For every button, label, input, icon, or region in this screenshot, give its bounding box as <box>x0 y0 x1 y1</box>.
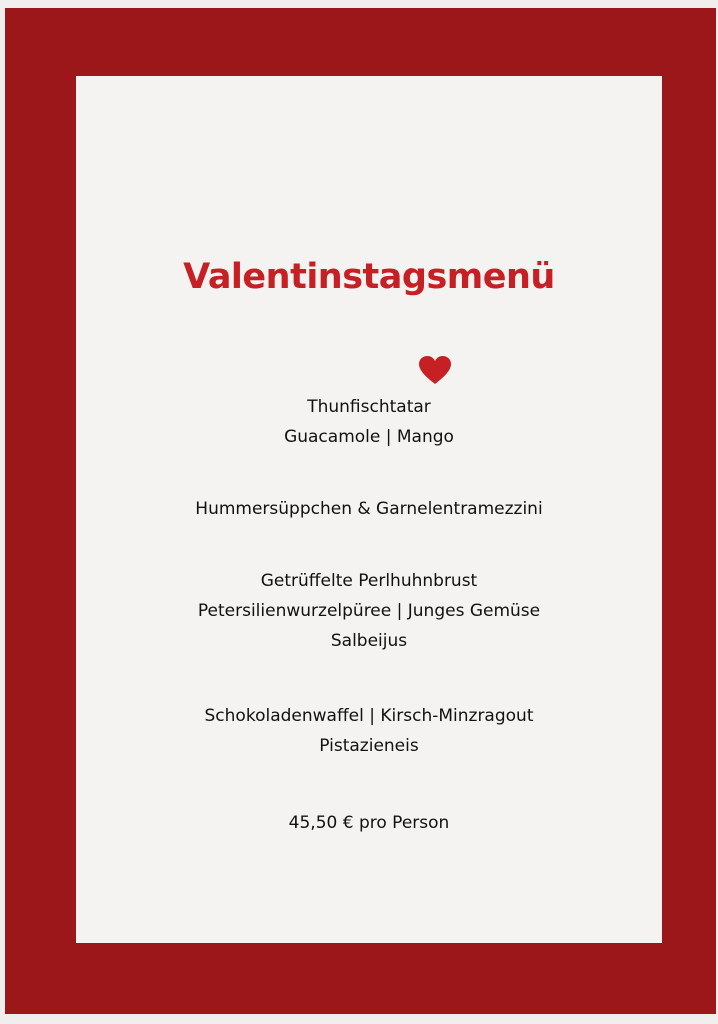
course-line: Thunfischtatar <box>307 397 431 417</box>
course-line: Pistazieneis <box>319 736 419 756</box>
menu-price: 45,50 € pro Person <box>288 813 450 833</box>
course-line: Schokoladenwaffel | Kirsch-Minzragout <box>204 706 534 726</box>
menu-card <box>76 76 662 943</box>
course-line: Petersilienwurzelpüree | Junges Gemüse <box>197 601 541 621</box>
course-line: Getrüffelte Perlhuhnbrust <box>260 571 478 591</box>
course-line: Guacamole | Mango <box>284 427 454 447</box>
menu-title: Valentinstagsmenü <box>183 257 555 297</box>
heart-icon <box>418 355 452 385</box>
course-starter <box>76 392 662 452</box>
course-line: Hummersüppchen & Garnelentramezzini <box>195 499 543 519</box>
course-line: Salbeijus <box>330 631 408 651</box>
course-main <box>76 566 662 656</box>
course-dessert <box>76 701 662 761</box>
course-soup <box>76 494 662 524</box>
